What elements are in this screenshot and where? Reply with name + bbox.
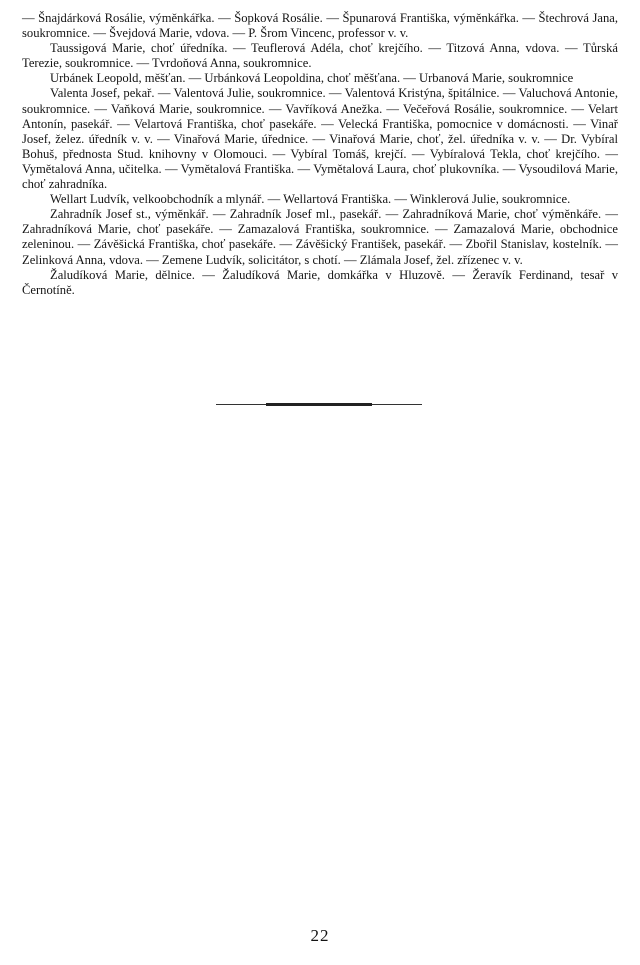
page-number: 22 — [310, 926, 330, 945]
paragraph-zh: Žaludíková Marie, dělnice. — Žaludíková Marie, domkářka v Hluzově. — Žeravík Ferdinand, tesař v Černotíně. — [22, 267, 618, 297]
paragraph-t: Taussigová Marie, choť úředníka. — Teuflerová Adéla, choť krejčího. — Titzová Anna, vdova. — Tůrská Terezie, soukromnice. — Tvrdoňová Anna, soukromnice. — [22, 41, 618, 71]
paragraph-z: Zahradník Josef st., výměnkář. — Zahradník Josef ml., pasekář. — Zahradníková Marie, choť výměnkáře. — Zahradníková Marie, choť pasekáře. — Zamazalová Františka, soukromnice. — Zamazalová Marie, obchodnice zeleninou. — Závěšická Františka, choť pasekáře. — Závěšický František, pasekář. — Zbořil Stanislav, kostelník. — Zelinková Anna, vdova. — Zemene Ludvík, solicitátor, s chotí. — Zlámala Josef, žel. zřízenec v. v. — [22, 207, 618, 267]
section-divider — [216, 403, 422, 406]
paragraph-v: Valenta Josef, pekař. — Valentová Julie, soukromnice. — Valentová Kristýna, špitálnice. — Valuchová Antonie, soukromnice. — Vaňková Marie, soukromnice. — Vavříková Anežka. — Večeřová Rosálie, soukromnice. — Velart Antonín, pasekář. — Velartová Františka, choť pasekáře. — Velecká Františka, pomocnice v domácnosti. — Vinař Josef, želez. úředník v. v. — Vinařová Marie, úřednice. — Vinařová Marie, choť, žel. úředníka v. v. — Dr. Vybíral Bohuš, přednosta Stud. knihovny v Olomouci. — Vybíral Tomáš, krejčí. — Vybíralová Tekla, choť krejčího. — Vymětalová Anna, učitelka. — Vymětalová Františka. — Vymětalová Laura, choť plukovníka. — Vysoudilová Marie, choť zahradníka. — [22, 86, 618, 192]
paragraph-s: — Šnajdárková Rosálie, výměnkářka. — Šopková Rosálie. — Špunarová Františka, výměnkářka. — Štechrová Jana, soukromnice. — Švejdová Marie, vdova. — P. Šrom Vincenc, professor v. v. — [22, 11, 618, 41]
main-text — [22, 11, 618, 298]
paragraph-w: Wellart Ludvík, velkoobchodník a mlynář. — Wellartová Františka. — Winklerová Julie, soukromnice. — [50, 192, 571, 207]
divider-thick-line — [266, 403, 372, 406]
paragraph-u: Urbánek Leopold, měšťan. — Urbánková Leopoldina, choť měšťana. — Urbanová Marie, soukromnice — [50, 71, 574, 86]
